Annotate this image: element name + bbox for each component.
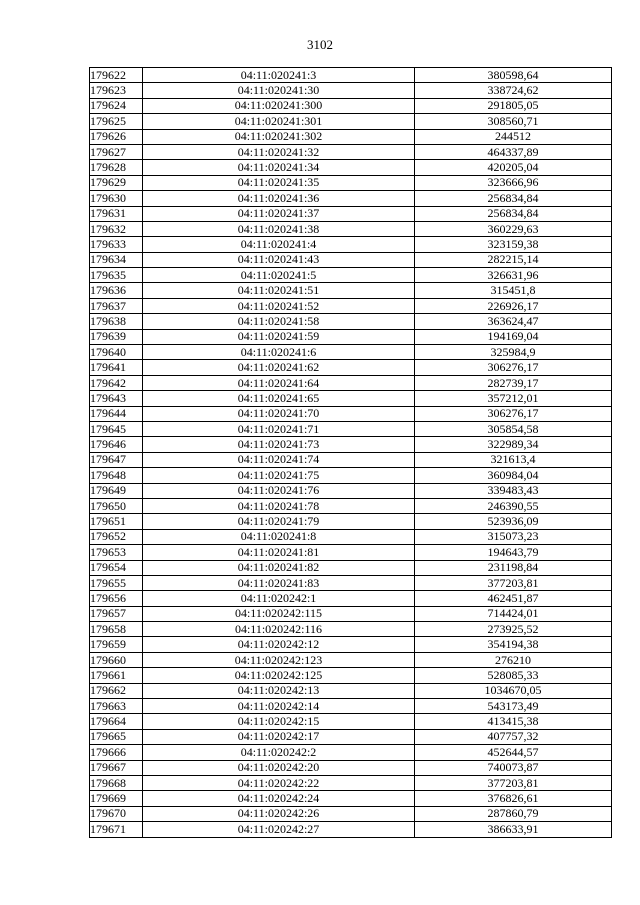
row-number-cell: 179671 xyxy=(90,822,143,837)
cadastral-value-cell: 276210 xyxy=(415,652,612,667)
row-number-cell: 179658 xyxy=(90,622,143,637)
row-number-cell: 179631 xyxy=(90,206,143,221)
cadastral-value-cell: 321613,4 xyxy=(415,452,612,467)
cadastral-number-cell: 04:11:020241:36 xyxy=(143,191,415,206)
row-number-cell: 179628 xyxy=(90,160,143,175)
cadastral-value-cell: 256834,84 xyxy=(415,206,612,221)
row-number-cell: 179650 xyxy=(90,498,143,513)
cadastral-value-cell: 273925,52 xyxy=(415,622,612,637)
table-row xyxy=(90,483,612,498)
cadastral-number-cell: 04:11:020242:26 xyxy=(143,806,415,821)
cadastral-number-cell: 04:11:020241:43 xyxy=(143,252,415,267)
table-row xyxy=(90,252,612,267)
cadastral-value-cell: 226926,17 xyxy=(415,298,612,313)
table-row xyxy=(90,375,612,390)
row-number-cell: 179645 xyxy=(90,421,143,436)
table-row xyxy=(90,575,612,590)
cadastral-value-cell: 464337,89 xyxy=(415,144,612,159)
row-number-cell: 179649 xyxy=(90,483,143,498)
row-number-cell: 179625 xyxy=(90,114,143,129)
cadastral-number-cell: 04:11:020241:79 xyxy=(143,514,415,529)
cadastral-number-cell: 04:11:020242:24 xyxy=(143,791,415,806)
table-row xyxy=(90,144,612,159)
table-row xyxy=(90,714,612,729)
cadastral-value-cell: 363624,47 xyxy=(415,314,612,329)
cadastral-number-cell: 04:11:020241:52 xyxy=(143,298,415,313)
cadastral-value-cell: 291805,05 xyxy=(415,98,612,113)
table-row xyxy=(90,668,612,683)
row-number-cell: 179646 xyxy=(90,437,143,452)
cadastral-value-cell: 354194,38 xyxy=(415,637,612,652)
table-row xyxy=(90,83,612,98)
row-number-cell: 179634 xyxy=(90,252,143,267)
table-row xyxy=(90,191,612,206)
row-number-cell: 179640 xyxy=(90,345,143,360)
cadastral-value-cell: 325984,9 xyxy=(415,345,612,360)
table-row xyxy=(90,68,612,83)
table-row xyxy=(90,591,612,606)
cadastral-number-cell: 04:11:020241:3 xyxy=(143,68,415,83)
cadastral-number-cell: 04:11:020241:6 xyxy=(143,345,415,360)
cadastral-value-cell: 714424,01 xyxy=(415,606,612,621)
row-number-cell: 179648 xyxy=(90,468,143,483)
row-number-cell: 179622 xyxy=(90,68,143,83)
cadastral-number-cell: 04:11:020242:13 xyxy=(143,683,415,698)
row-number-cell: 179656 xyxy=(90,591,143,606)
row-number-cell: 179660 xyxy=(90,652,143,667)
row-number-cell: 179641 xyxy=(90,360,143,375)
cadastral-value-cell: 528085,33 xyxy=(415,668,612,683)
cadastral-number-cell: 04:11:020241:65 xyxy=(143,391,415,406)
cadastral-number-cell: 04:11:020241:59 xyxy=(143,329,415,344)
cadastral-value-cell: 306276,17 xyxy=(415,360,612,375)
cadastral-value-cell: 323666,96 xyxy=(415,175,612,190)
cadastral-value-cell: 282739,17 xyxy=(415,375,612,390)
page-number: 3102 xyxy=(307,37,333,52)
cadastral-value-cell: 282215,14 xyxy=(415,252,612,267)
cadastral-number-cell: 04:11:020242:12 xyxy=(143,637,415,652)
table-row xyxy=(90,452,612,467)
row-number-cell: 179630 xyxy=(90,191,143,206)
cadastral-number-cell: 04:11:020241:4 xyxy=(143,237,415,252)
cadastral-number-cell: 04:11:020241:58 xyxy=(143,314,415,329)
table-row xyxy=(90,806,612,821)
table-row xyxy=(90,622,612,637)
cadastral-number-cell: 04:11:020241:76 xyxy=(143,483,415,498)
row-number-cell: 179624 xyxy=(90,98,143,113)
table-row xyxy=(90,606,612,621)
cadastral-value-cell: 308560,71 xyxy=(415,114,612,129)
cadastral-value-cell: 413415,38 xyxy=(415,714,612,729)
cadastral-value-cell: 360229,63 xyxy=(415,221,612,236)
cadastral-number-cell: 04:11:020242:20 xyxy=(143,760,415,775)
cadastral-number-cell: 04:11:020241:34 xyxy=(143,160,415,175)
row-number-cell: 179629 xyxy=(90,175,143,190)
row-number-cell: 179655 xyxy=(90,575,143,590)
cadastral-value-cell: 315451,8 xyxy=(415,283,612,298)
row-number-cell: 179639 xyxy=(90,329,143,344)
table-row xyxy=(90,98,612,113)
table-row xyxy=(90,637,612,652)
cadastral-value-cell: 306276,17 xyxy=(415,406,612,421)
cadastral-number-cell: 04:11:020242:115 xyxy=(143,606,415,621)
table-row xyxy=(90,775,612,790)
cadastral-number-cell: 04:11:020241:78 xyxy=(143,498,415,513)
cadastral-value-cell: 377203,81 xyxy=(415,575,612,590)
cadastral-value-cell: 377203,81 xyxy=(415,775,612,790)
cadastral-number-cell: 04:11:020241:81 xyxy=(143,545,415,560)
cadastral-number-cell: 04:11:020242:15 xyxy=(143,714,415,729)
row-number-cell: 179659 xyxy=(90,637,143,652)
table-row xyxy=(90,345,612,360)
cadastral-number-cell: 04:11:020241:74 xyxy=(143,452,415,467)
cadastral-value-cell: 407757,32 xyxy=(415,729,612,744)
cadastral-number-cell: 04:11:020241:32 xyxy=(143,144,415,159)
table-row xyxy=(90,391,612,406)
cadastral-value-cell: 376826,61 xyxy=(415,791,612,806)
table-row xyxy=(90,406,612,421)
table-row xyxy=(90,160,612,175)
table-row xyxy=(90,545,612,560)
row-number-cell: 179667 xyxy=(90,760,143,775)
row-number-cell: 179653 xyxy=(90,545,143,560)
cadastral-number-cell: 04:11:020241:38 xyxy=(143,221,415,236)
cadastral-number-cell: 04:11:020241:82 xyxy=(143,560,415,575)
cadastral-number-cell: 04:11:020241:8 xyxy=(143,529,415,544)
cadastral-value-cell: 322989,34 xyxy=(415,437,612,452)
cadastral-number-cell: 04:11:020241:300 xyxy=(143,98,415,113)
cadastral-value-cell: 386633,91 xyxy=(415,822,612,837)
cadastral-value-cell: 452644,57 xyxy=(415,745,612,760)
cadastral-number-cell: 04:11:020241:302 xyxy=(143,129,415,144)
table-row xyxy=(90,822,612,837)
cadastral-value-cell: 420205,04 xyxy=(415,160,612,175)
row-number-cell: 179668 xyxy=(90,775,143,790)
row-number-cell: 179638 xyxy=(90,314,143,329)
table-body xyxy=(90,68,612,838)
cadastral-value-cell: 360984,04 xyxy=(415,468,612,483)
table-row xyxy=(90,683,612,698)
row-number-cell: 179665 xyxy=(90,729,143,744)
table-row xyxy=(90,745,612,760)
cadastral-number-cell: 04:11:020241:51 xyxy=(143,283,415,298)
cadastral-number-cell: 04:11:020241:5 xyxy=(143,268,415,283)
cadastral-value-cell: 244512 xyxy=(415,129,612,144)
table-row xyxy=(90,221,612,236)
row-number-cell: 179651 xyxy=(90,514,143,529)
cadastral-number-cell: 04:11:020241:83 xyxy=(143,575,415,590)
table-row xyxy=(90,421,612,436)
table-row xyxy=(90,360,612,375)
row-number-cell: 179670 xyxy=(90,806,143,821)
row-number-cell: 179632 xyxy=(90,221,143,236)
row-number-cell: 179663 xyxy=(90,699,143,714)
cadastral-number-cell: 04:11:020242:1 xyxy=(143,591,415,606)
row-number-cell: 179635 xyxy=(90,268,143,283)
table-row xyxy=(90,514,612,529)
table-row xyxy=(90,268,612,283)
table-row xyxy=(90,699,612,714)
table-row xyxy=(90,329,612,344)
row-number-cell: 179652 xyxy=(90,529,143,544)
table-row xyxy=(90,529,612,544)
cadastral-number-cell: 04:11:020241:62 xyxy=(143,360,415,375)
cadastral-value-cell: 231198,84 xyxy=(415,560,612,575)
table-row xyxy=(90,760,612,775)
table-row xyxy=(90,237,612,252)
cadastral-value-cell: 523936,09 xyxy=(415,514,612,529)
table-row xyxy=(90,729,612,744)
table-row xyxy=(90,314,612,329)
table-row xyxy=(90,114,612,129)
row-number-cell: 179664 xyxy=(90,714,143,729)
row-number-cell: 179627 xyxy=(90,144,143,159)
row-number-cell: 179643 xyxy=(90,391,143,406)
row-number-cell: 179637 xyxy=(90,298,143,313)
cadastral-value-cell: 194169,04 xyxy=(415,329,612,344)
table-row xyxy=(90,560,612,575)
table-row xyxy=(90,175,612,190)
table-row xyxy=(90,791,612,806)
table-row xyxy=(90,129,612,144)
cadastral-value-cell: 338724,62 xyxy=(415,83,612,98)
cadastral-value-cell: 323159,38 xyxy=(415,237,612,252)
cadastral-number-cell: 04:11:020241:75 xyxy=(143,468,415,483)
cadastral-value-cell: 543173,49 xyxy=(415,699,612,714)
row-number-cell: 179633 xyxy=(90,237,143,252)
cadastral-number-cell: 04:11:020241:30 xyxy=(143,83,415,98)
cadastral-value-cell: 326631,96 xyxy=(415,268,612,283)
row-number-cell: 179661 xyxy=(90,668,143,683)
cadastral-number-cell: 04:11:020241:70 xyxy=(143,406,415,421)
cadastral-number-cell: 04:11:020241:64 xyxy=(143,375,415,390)
cadastral-value-cell: 287860,79 xyxy=(415,806,612,821)
row-number-cell: 179654 xyxy=(90,560,143,575)
cadastral-number-cell: 04:11:020242:2 xyxy=(143,745,415,760)
cadastral-value-cell: 357212,01 xyxy=(415,391,612,406)
cadastral-value-cell: 380598,64 xyxy=(415,68,612,83)
cadastral-number-cell: 04:11:020241:35 xyxy=(143,175,415,190)
cadastral-number-cell: 04:11:020242:125 xyxy=(143,668,415,683)
cadastral-value-cell: 740073,87 xyxy=(415,760,612,775)
cadastral-number-cell: 04:11:020242:123 xyxy=(143,652,415,667)
row-number-cell: 179636 xyxy=(90,283,143,298)
cadastral-number-cell: 04:11:020242:27 xyxy=(143,822,415,837)
cadastral-value-cell: 246390,55 xyxy=(415,498,612,513)
cadastral-value-cell: 339483,43 xyxy=(415,483,612,498)
table-row xyxy=(90,283,612,298)
row-number-cell: 179644 xyxy=(90,406,143,421)
row-number-cell: 179626 xyxy=(90,129,143,144)
cadastral-number-cell: 04:11:020242:14 xyxy=(143,699,415,714)
table-row xyxy=(90,298,612,313)
cadastral-number-cell: 04:11:020242:17 xyxy=(143,729,415,744)
cadastral-value-cell: 1034670,05 xyxy=(415,683,612,698)
cadastral-value-cell: 194643,79 xyxy=(415,545,612,560)
cadastral-value-cell: 315073,23 xyxy=(415,529,612,544)
cadastral-value-cell: 305854,58 xyxy=(415,421,612,436)
table-row xyxy=(90,498,612,513)
cadastral-value-cell: 256834,84 xyxy=(415,191,612,206)
table-row xyxy=(90,206,612,221)
cadastral-value-table xyxy=(89,67,612,838)
row-number-cell: 179669 xyxy=(90,791,143,806)
table-row xyxy=(90,652,612,667)
row-number-cell: 179666 xyxy=(90,745,143,760)
row-number-cell: 179647 xyxy=(90,452,143,467)
row-number-cell: 179623 xyxy=(90,83,143,98)
cadastral-number-cell: 04:11:020242:22 xyxy=(143,775,415,790)
table-row xyxy=(90,437,612,452)
cadastral-number-cell: 04:11:020241:71 xyxy=(143,421,415,436)
row-number-cell: 179657 xyxy=(90,606,143,621)
cadastral-value-cell: 462451,87 xyxy=(415,591,612,606)
row-number-cell: 179642 xyxy=(90,375,143,390)
cadastral-number-cell: 04:11:020241:301 xyxy=(143,114,415,129)
cadastral-number-cell: 04:11:020242:116 xyxy=(143,622,415,637)
cadastral-number-cell: 04:11:020241:73 xyxy=(143,437,415,452)
row-number-cell: 179662 xyxy=(90,683,143,698)
table-row xyxy=(90,468,612,483)
cadastral-number-cell: 04:11:020241:37 xyxy=(143,206,415,221)
